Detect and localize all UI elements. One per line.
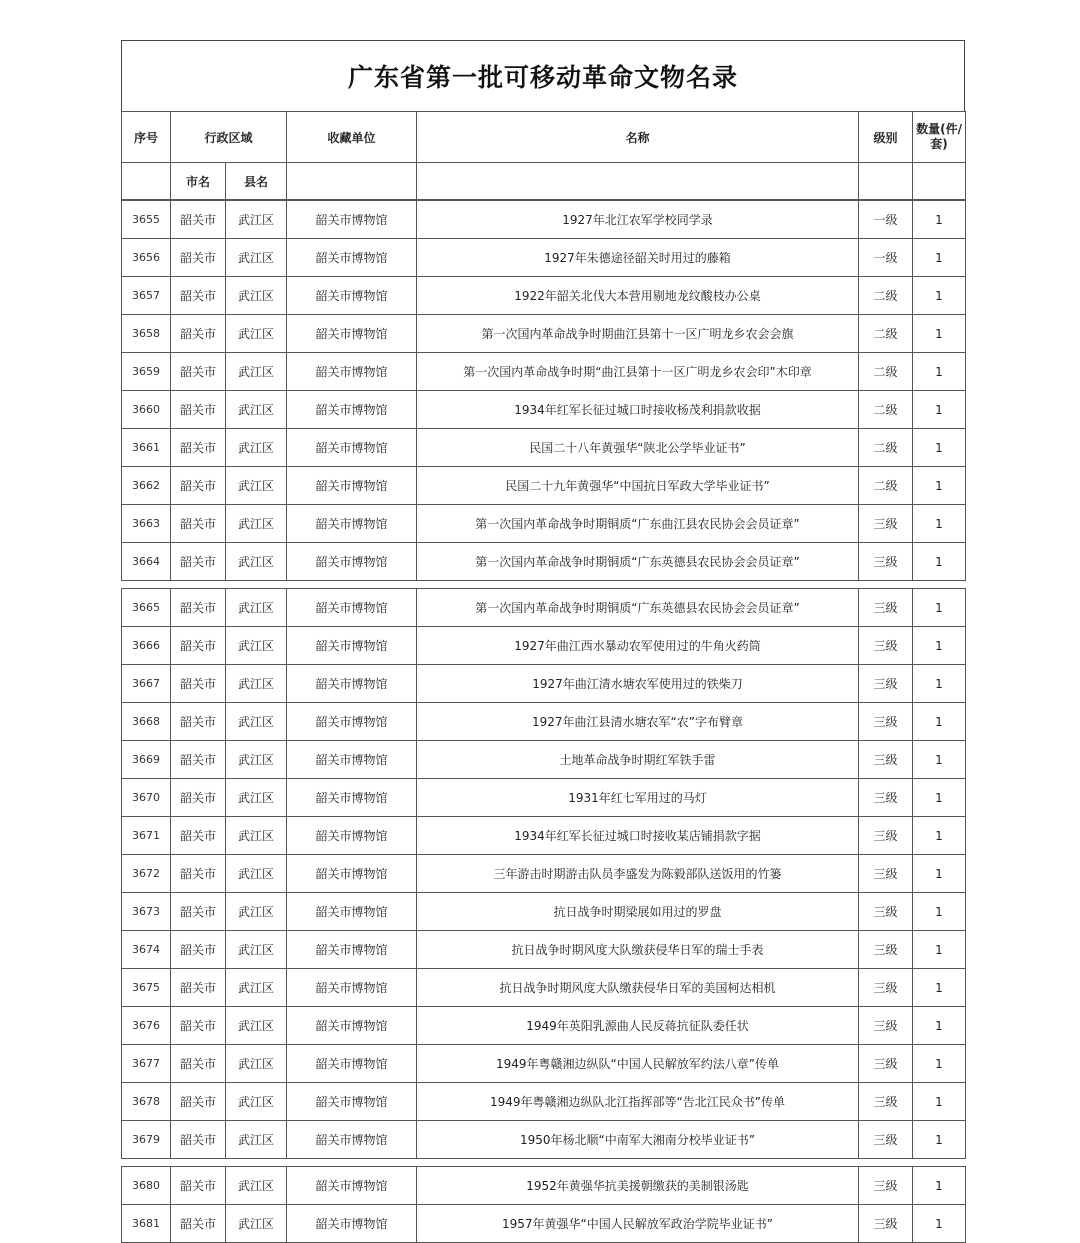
cell-level: 三级 [859, 543, 913, 581]
cell-level: 二级 [859, 467, 913, 505]
cell-unit: 韶关市博物馆 [287, 1083, 417, 1121]
cell-unit: 韶关市博物馆 [287, 315, 417, 353]
header-name: 名称 [417, 112, 859, 163]
cell-city: 韶关市 [171, 1121, 226, 1159]
cell-county: 武江区 [226, 741, 287, 779]
cell-name: 第一次国内革命战争时期“曲江县第十一区广明龙乡农会印”木印章 [417, 353, 859, 391]
cell-unit: 韶关市博物馆 [287, 391, 417, 429]
cell-name: 1949年英阳乳源曲人民反蒋抗征队委任状 [417, 1007, 859, 1045]
cell-level: 三级 [859, 741, 913, 779]
table-row [122, 315, 966, 353]
cell-unit: 韶关市博物馆 [287, 353, 417, 391]
cell-no: 3659 [122, 353, 171, 391]
cell-level: 三级 [859, 779, 913, 817]
cell-name: 1931年红七军用过的马灯 [417, 779, 859, 817]
cell-qty: 1 [913, 391, 966, 429]
cell-name: 1927年北江农军学校同学录 [417, 201, 859, 239]
cell-qty: 1 [913, 1121, 966, 1159]
cell-city: 韶关市 [171, 391, 226, 429]
cell-unit: 韶关市博物馆 [287, 817, 417, 855]
subheader-blank [859, 163, 913, 200]
cell-unit: 韶关市博物馆 [287, 1167, 417, 1205]
header-unit: 收藏单位 [287, 112, 417, 163]
cell-city: 韶关市 [171, 429, 226, 467]
cell-qty: 1 [913, 817, 966, 855]
page-title: 广东省第一批可移动革命文物名录 [121, 40, 965, 111]
subheader-blank [417, 163, 859, 200]
subheader-row [122, 163, 966, 200]
cell-city: 韶关市 [171, 1045, 226, 1083]
cell-city: 韶关市 [171, 703, 226, 741]
cell-level: 三级 [859, 855, 913, 893]
table-row [122, 1007, 966, 1045]
cell-unit: 韶关市博物馆 [287, 741, 417, 779]
cell-no: 3665 [122, 589, 171, 627]
cell-county: 武江区 [226, 1121, 287, 1159]
cell-qty: 1 [913, 505, 966, 543]
cell-unit: 韶关市博物馆 [287, 201, 417, 239]
table-row [122, 467, 966, 505]
header-row [122, 112, 966, 163]
cell-unit: 韶关市博物馆 [287, 855, 417, 893]
cell-county: 武江区 [226, 429, 287, 467]
cell-level: 二级 [859, 277, 913, 315]
cell-level: 一级 [859, 201, 913, 239]
cell-city: 韶关市 [171, 779, 226, 817]
cell-no: 3667 [122, 665, 171, 703]
cell-city: 韶关市 [171, 931, 226, 969]
cell-city: 韶关市 [171, 627, 226, 665]
cell-county: 武江区 [226, 1083, 287, 1121]
table-row [122, 703, 966, 741]
cell-county: 武江区 [226, 1007, 287, 1045]
cell-city: 韶关市 [171, 969, 226, 1007]
cell-no: 3669 [122, 741, 171, 779]
cell-unit: 韶关市博物馆 [287, 543, 417, 581]
cell-city: 韶关市 [171, 665, 226, 703]
cell-level: 三级 [859, 1167, 913, 1205]
cell-name: 1922年韶关北伐大本营用剔地龙纹酸枝办公桌 [417, 277, 859, 315]
cell-county: 武江区 [226, 817, 287, 855]
cell-county: 武江区 [226, 1167, 287, 1205]
subheader-blank [913, 163, 966, 200]
cell-county: 武江区 [226, 201, 287, 239]
cell-name: 1927年曲江西水暴动农军使用过的牛角火药筒 [417, 627, 859, 665]
cell-qty: 1 [913, 703, 966, 741]
cell-unit: 韶关市博物馆 [287, 1007, 417, 1045]
cell-no: 3656 [122, 239, 171, 277]
cell-county: 武江区 [226, 543, 287, 581]
cell-county: 武江区 [226, 505, 287, 543]
table-row [122, 893, 966, 931]
cell-qty: 1 [913, 627, 966, 665]
cell-name: 民国二十八年黄强华“陕北公学毕业证书” [417, 429, 859, 467]
cell-unit: 韶关市博物馆 [287, 429, 417, 467]
cell-qty: 1 [913, 969, 966, 1007]
table-row [122, 627, 966, 665]
header-table [121, 111, 966, 200]
cell-name: 民国二十九年黄强华“中国抗日军政大学毕业证书” [417, 467, 859, 505]
cell-no: 3663 [122, 505, 171, 543]
document-sheet [121, 40, 965, 1243]
cell-unit: 韶关市博物馆 [287, 931, 417, 969]
cell-no: 3655 [122, 201, 171, 239]
cell-county: 武江区 [226, 855, 287, 893]
cell-qty: 1 [913, 1205, 966, 1243]
table-row [122, 779, 966, 817]
cell-unit: 韶关市博物馆 [287, 239, 417, 277]
cell-county: 武江区 [226, 1045, 287, 1083]
header-city: 市名 [171, 163, 226, 200]
cell-level: 三级 [859, 1045, 913, 1083]
cell-no: 3676 [122, 1007, 171, 1045]
table-row [122, 589, 966, 627]
cell-qty: 1 [913, 277, 966, 315]
cell-no: 3668 [122, 703, 171, 741]
cell-city: 韶关市 [171, 1205, 226, 1243]
cell-city: 韶关市 [171, 201, 226, 239]
cell-unit: 韶关市博物馆 [287, 893, 417, 931]
cell-name: 1927年朱德途径韶关时用过的藤箱 [417, 239, 859, 277]
cell-city: 韶关市 [171, 1167, 226, 1205]
cell-level: 二级 [859, 429, 913, 467]
cell-county: 武江区 [226, 665, 287, 703]
table-row [122, 1205, 966, 1243]
subheader-blank [287, 163, 417, 200]
table-row [122, 353, 966, 391]
cell-name: 第一次国内革命战争时期曲江县第十一区广明龙乡农会会旗 [417, 315, 859, 353]
cell-qty: 1 [913, 893, 966, 931]
cell-no: 3664 [122, 543, 171, 581]
cell-county: 武江区 [226, 277, 287, 315]
page-break-gap [121, 581, 965, 588]
cell-no: 3671 [122, 817, 171, 855]
cell-city: 韶关市 [171, 893, 226, 931]
table-row [122, 855, 966, 893]
table-row [122, 665, 966, 703]
table-row [122, 239, 966, 277]
cell-qty: 1 [913, 315, 966, 353]
cell-level: 三级 [859, 817, 913, 855]
cell-qty: 1 [913, 741, 966, 779]
cell-qty: 1 [913, 1083, 966, 1121]
cell-level: 三级 [859, 1083, 913, 1121]
table-row [122, 543, 966, 581]
cell-city: 韶关市 [171, 1083, 226, 1121]
table-row [122, 1045, 966, 1083]
cell-level: 三级 [859, 1121, 913, 1159]
cell-city: 韶关市 [171, 467, 226, 505]
cell-name: 抗日战争时期风度大队缴获侵华日军的瑞士手表 [417, 931, 859, 969]
cell-unit: 韶关市博物馆 [287, 1121, 417, 1159]
cell-level: 一级 [859, 239, 913, 277]
cell-qty: 1 [913, 665, 966, 703]
cell-qty: 1 [913, 1167, 966, 1205]
cell-no: 3675 [122, 969, 171, 1007]
cell-city: 韶关市 [171, 239, 226, 277]
table-row [122, 505, 966, 543]
cell-unit: 韶关市博物馆 [287, 665, 417, 703]
cell-no: 3679 [122, 1121, 171, 1159]
table-row [122, 931, 966, 969]
cell-level: 三级 [859, 1205, 913, 1243]
cell-city: 韶关市 [171, 817, 226, 855]
cell-county: 武江区 [226, 779, 287, 817]
cell-qty: 1 [913, 779, 966, 817]
cell-name: 1957年黄强华“中国人民解放军政治学院毕业证书” [417, 1205, 859, 1243]
cell-unit: 韶关市博物馆 [287, 505, 417, 543]
table-row [122, 1167, 966, 1205]
cell-unit: 韶关市博物馆 [287, 703, 417, 741]
cell-city: 韶关市 [171, 1007, 226, 1045]
table-body [121, 200, 965, 1243]
records-table [121, 1166, 966, 1243]
cell-no: 3662 [122, 467, 171, 505]
table-row [122, 741, 966, 779]
cell-qty: 1 [913, 353, 966, 391]
cell-city: 韶关市 [171, 741, 226, 779]
subheader-blank [122, 163, 171, 200]
cell-no: 3666 [122, 627, 171, 665]
cell-level: 三级 [859, 1007, 913, 1045]
cell-name: 土地革命战争时期红军铁手雷 [417, 741, 859, 779]
records-table [121, 200, 966, 581]
table-row [122, 429, 966, 467]
records-table [121, 588, 966, 1159]
cell-level: 三级 [859, 893, 913, 931]
cell-county: 武江区 [226, 969, 287, 1007]
cell-name: 第一次国内革命战争时期铜质“广东英德县农民协会会员证章” [417, 589, 859, 627]
cell-county: 武江区 [226, 391, 287, 429]
cell-city: 韶关市 [171, 543, 226, 581]
cell-qty: 1 [913, 429, 966, 467]
cell-qty: 1 [913, 855, 966, 893]
cell-qty: 1 [913, 543, 966, 581]
cell-qty: 1 [913, 1007, 966, 1045]
cell-county: 武江区 [226, 315, 287, 353]
cell-level: 三级 [859, 589, 913, 627]
cell-name: 抗日战争时期梁展如用过的罗盘 [417, 893, 859, 931]
cell-qty: 1 [913, 467, 966, 505]
cell-name: 三年游击时期游击队员李盛发为陈毅部队送饭用的竹篓 [417, 855, 859, 893]
cell-name: 1927年曲江清水塘农军使用过的铁柴刀 [417, 665, 859, 703]
cell-no: 3658 [122, 315, 171, 353]
cell-city: 韶关市 [171, 315, 226, 353]
cell-county: 武江区 [226, 703, 287, 741]
cell-unit: 韶关市博物馆 [287, 1205, 417, 1243]
cell-county: 武江区 [226, 893, 287, 931]
cell-level: 三级 [859, 931, 913, 969]
cell-name: 1934年红军长征过城口时接收某店铺捐款字据 [417, 817, 859, 855]
cell-unit: 韶关市博物馆 [287, 1045, 417, 1083]
cell-no: 3680 [122, 1167, 171, 1205]
cell-no: 3661 [122, 429, 171, 467]
cell-unit: 韶关市博物馆 [287, 779, 417, 817]
cell-name: 抗日战争时期风度大队缴获侵华日军的美国柯达相机 [417, 969, 859, 1007]
header-qty: 数量(件/套) [913, 112, 966, 163]
cell-level: 三级 [859, 505, 913, 543]
cell-no: 3677 [122, 1045, 171, 1083]
cell-no: 3657 [122, 277, 171, 315]
cell-no: 3674 [122, 931, 171, 969]
cell-city: 韶关市 [171, 855, 226, 893]
cell-no: 3678 [122, 1083, 171, 1121]
cell-no: 3672 [122, 855, 171, 893]
cell-qty: 1 [913, 931, 966, 969]
page-break-gap [121, 1159, 965, 1166]
cell-no: 3681 [122, 1205, 171, 1243]
table-row [122, 969, 966, 1007]
cell-unit: 韶关市博物馆 [287, 627, 417, 665]
cell-level: 二级 [859, 353, 913, 391]
cell-level: 三级 [859, 627, 913, 665]
cell-level: 三级 [859, 969, 913, 1007]
cell-qty: 1 [913, 201, 966, 239]
cell-city: 韶关市 [171, 589, 226, 627]
cell-county: 武江区 [226, 931, 287, 969]
cell-name: 1950年杨北顺“中南军大湘南分校毕业证书” [417, 1121, 859, 1159]
table-row [122, 391, 966, 429]
cell-county: 武江区 [226, 467, 287, 505]
cell-name: 1952年黄强华抗美援朝缴获的美制银汤匙 [417, 1167, 859, 1205]
cell-no: 3670 [122, 779, 171, 817]
header-region: 行政区域 [171, 112, 287, 163]
cell-unit: 韶关市博物馆 [287, 969, 417, 1007]
table-row [122, 817, 966, 855]
cell-county: 武江区 [226, 1205, 287, 1243]
cell-name: 第一次国内革命战争时期铜质“广东曲江县农民协会会员证章” [417, 505, 859, 543]
cell-qty: 1 [913, 589, 966, 627]
cell-county: 武江区 [226, 353, 287, 391]
table-row [122, 277, 966, 315]
cell-name: 1949年粤赣湘边纵队“中国人民解放军约法八章”传单 [417, 1045, 859, 1083]
header-county: 县名 [226, 163, 287, 200]
cell-level: 三级 [859, 703, 913, 741]
cell-level: 二级 [859, 315, 913, 353]
cell-name: 1927年曲江县清水塘农军“农”字布臂章 [417, 703, 859, 741]
cell-qty: 1 [913, 239, 966, 277]
table-row [122, 1083, 966, 1121]
header-no: 序号 [122, 112, 171, 163]
cell-name: 1949年粤赣湘边纵队北江指挥部等“告北江民众书”传单 [417, 1083, 859, 1121]
cell-level: 二级 [859, 391, 913, 429]
cell-city: 韶关市 [171, 353, 226, 391]
table-row [122, 1121, 966, 1159]
cell-qty: 1 [913, 1045, 966, 1083]
cell-no: 3673 [122, 893, 171, 931]
table-row [122, 201, 966, 239]
cell-unit: 韶关市博物馆 [287, 589, 417, 627]
cell-county: 武江区 [226, 589, 287, 627]
cell-city: 韶关市 [171, 505, 226, 543]
cell-level: 三级 [859, 665, 913, 703]
cell-unit: 韶关市博物馆 [287, 277, 417, 315]
cell-city: 韶关市 [171, 277, 226, 315]
cell-no: 3660 [122, 391, 171, 429]
cell-county: 武江区 [226, 627, 287, 665]
header-level: 级别 [859, 112, 913, 163]
cell-name: 1934年红军长征过城口时接收杨茂利捐款收据 [417, 391, 859, 429]
cell-unit: 韶关市博物馆 [287, 467, 417, 505]
cell-county: 武江区 [226, 239, 287, 277]
cell-name: 第一次国内革命战争时期铜质“广东英德县农民协会会员证章” [417, 543, 859, 581]
